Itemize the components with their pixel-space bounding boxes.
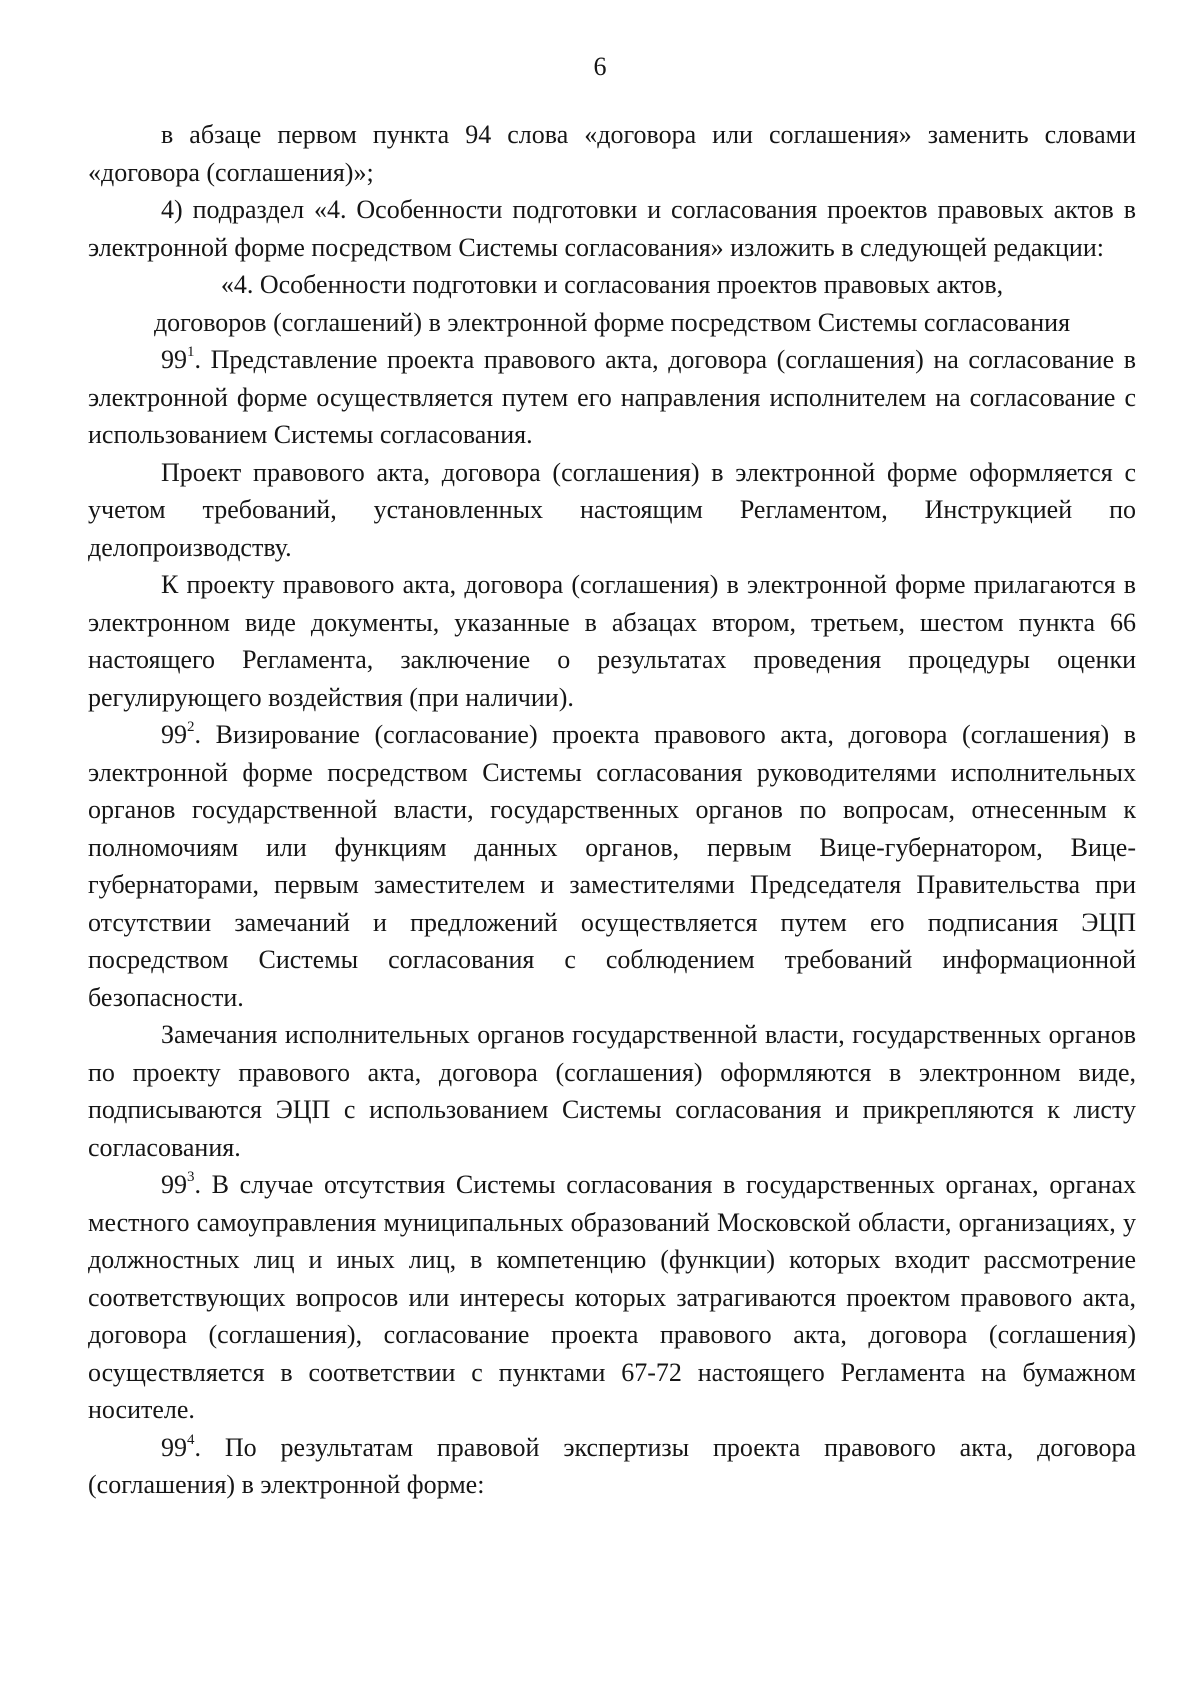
clause-superscript: 1 bbox=[187, 344, 195, 360]
document-body bbox=[88, 116, 1136, 1504]
paragraph-remarks bbox=[88, 1016, 1136, 1166]
paragraph-text: . В случае отсутствия Системы согласования в государственных органах, органах местного самоуправления муниципальных образований Московской области, организациях, у должностных лиц и иных лиц, в компетенцию (функции) которых входит рассмотрение соответствующих вопросов или интересы которых затрагиваются проектом правового акта, договора (соглашения), согласование проекта правового акта, договора (соглашения) осуществляется в соответствии с пунктами 67-72 настоящего Регламента на бумажном носителе. bbox=[88, 1170, 1136, 1424]
paragraph-text: . Представление проекта правового акта, договора (соглашения) на согласование в электронной форме осуществляется путем его направления исполнителем на согласование с использованием Системы согласования. bbox=[88, 345, 1136, 449]
clause-99-3 bbox=[88, 1166, 1136, 1429]
paragraph-text: . Визирование (согласование) проекта правового акта, договора (соглашения) в электронной форме посредством Системы согласования руководителями исполнительных органов государственной власти, государственных органов по вопросам, отнесенным к полномочиям или функциям данных органов, первым Вице-губернатором, Вице-губернаторами, первым заместителем и заместителями Председателя Правительства при отсутствии замечаний и предложений осуществляется путем его подписания ЭЦП посредством Системы согласования с соблюдением требований информационной безопасности. bbox=[88, 720, 1136, 1012]
paragraph-text: в абзаце первом пункта 94 слова «договора или соглашения» заменить словами «договора (соглашения)»; bbox=[88, 120, 1136, 187]
clause-number: 99 bbox=[161, 345, 187, 374]
paragraph-amend-94 bbox=[88, 116, 1136, 191]
clause-superscript: 2 bbox=[187, 719, 195, 735]
paragraph-attachments bbox=[88, 566, 1136, 716]
paragraph-subsection-4 bbox=[88, 191, 1136, 266]
clause-superscript: 3 bbox=[187, 1169, 195, 1185]
paragraph-text: Проект правового акта, договора (соглашения) в электронной форме оформляется с учетом требований, установленных настоящим Регламентом, Инструкцией по делопроизводству. bbox=[88, 457, 1136, 562]
clause-number: 99 bbox=[161, 720, 187, 749]
section-heading bbox=[88, 266, 1136, 341]
clause-99-1 bbox=[88, 341, 1136, 454]
clause-superscript: 4 bbox=[187, 1431, 195, 1448]
paragraph-project-format bbox=[88, 454, 1136, 567]
clause-99-2 bbox=[88, 716, 1136, 1016]
section-heading-line-2: договоров (соглашений) в электронной форме посредством Системы согласования bbox=[153, 307, 1071, 337]
section-heading-line-1: «4. Особенности подготовки и согласования проектов правовых актов, bbox=[220, 270, 1004, 299]
clause-99-4 bbox=[88, 1429, 1136, 1504]
page-number: 6 bbox=[593, 52, 607, 81]
paragraph-text: К проекту правового акта, договора (соглашения) в электронной форме прилагаются в электронном виде документы, указанные в абзацах втором, третьем, шестом пункта 66 настоящего Регламента, заключение о результатах проведения процедуры оценки регулирующего воздействия (при наличии). bbox=[88, 570, 1136, 712]
paragraph-text: 4) подраздел «4. Особенности подготовки и согласования проектов правовых актов в электронной форме посредством Системы согласования» изложить в следующей редакции: bbox=[88, 195, 1136, 262]
clause-number: 99 bbox=[161, 1432, 187, 1462]
paragraph-text: Замечания исполнительных органов государственной власти, государственных органов по проекту правового акта, договора (соглашения) оформляются в электронном виде, подписываются ЭЦП с использованием Системы согласования и прикрепляются к листу согласования. bbox=[88, 1020, 1136, 1162]
clause-number: 99 bbox=[161, 1170, 187, 1199]
paragraph-text: . По результатам правовой экспертизы проекта правового акта, договора (соглашения) в электронной форме: bbox=[88, 1432, 1136, 1499]
